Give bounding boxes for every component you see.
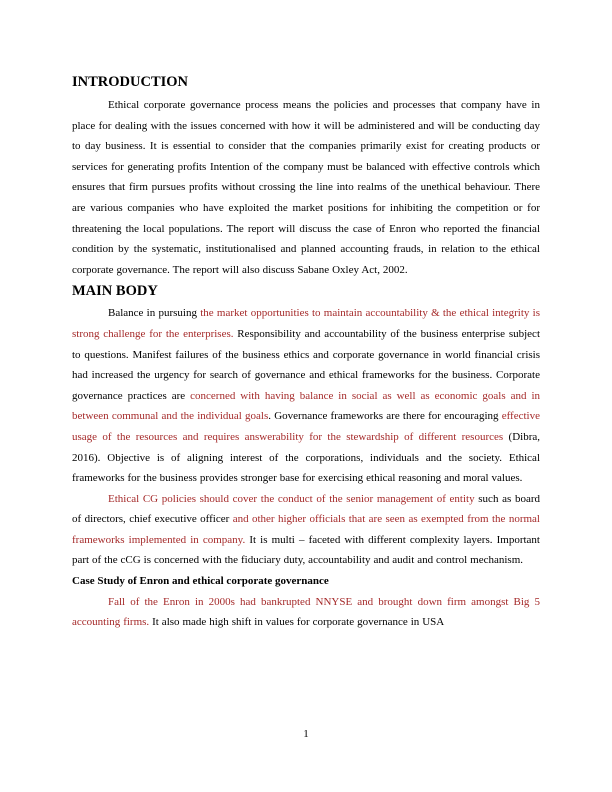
introduction-heading: INTRODUCTION <box>72 74 189 90</box>
highlighted-text-run: and other higher officials that are seen as exempted from the normal frameworks implemented in company. <box>72 513 540 546</box>
case-study-heading: Case Study of Enron and ethical corporate governance <box>72 575 329 588</box>
text-run: such as board of directors, chief executive officer <box>72 492 540 526</box>
highlighted-text-run: the market opportunities to maintain accountability & the ethical integrity is strong challenge for the enterprises. <box>72 307 540 340</box>
text-run: Balance in pursuing <box>108 307 201 320</box>
text-run: Responsibility and accountability of the business enterprise subject to questions. Manifest failures of the business ethics and corporate governance in world financial crisis had increased the urgency for search of governance and ethical frameworks for the business. Corporate governance practices are <box>72 327 540 402</box>
main-body-heading: MAIN BODY <box>72 283 158 300</box>
main-body-paragraph-2 <box>72 489 540 571</box>
text-run: It also made high shift in values for corporate governance in USA <box>149 616 445 629</box>
introduction-paragraph: Ethical corporate governance process means the policies and processes that company have in place for dealing with the issues concerned with how it will be administered and will be conducting day to day business. It is essential to consider that the companies primarily exist for creating products or services for generating profits Intention of the company must be balanced with effective controls which ensures that firm pursues profits without crossing the line into realms of the unethical behaviour. There are various companies who have exploited the market positions for inhibiting the competition or for threatening the local populations. The report will discuss the case of Enron who reported the financial condition by the systematic, institutionalised and planned accounting frauds, in relation to the ethical corporate governance. The report will also discuss Sabane Oxley Act, 2002. <box>72 99 540 276</box>
page-number: 1 <box>303 728 309 740</box>
text-run: It is multi – faceted with different complexity layers. Important part of the cCG is concerned with the fiduciary duty, accountability and audit and control mechanism. <box>72 533 540 567</box>
document-page <box>72 70 540 633</box>
highlighted-text-run: Ethical CG policies should cover the conduct of the senior management of entity <box>108 492 475 505</box>
main-body-paragraph-1 <box>72 303 540 488</box>
highlighted-text-run: concerned with having balance in social as well as economic goals and in between communal and the individual goals <box>72 389 540 423</box>
highlighted-text-run: Fall of the Enron in 2000s had bankrupted NNYSE and brought down firm amongst Big 5 accounting firms. <box>72 595 540 629</box>
text-run: . Governance frameworks are there for encouraging <box>268 410 502 423</box>
case-study-paragraph <box>72 592 540 633</box>
text-run: (Dibra, 2016). Objective is of aligning interest of the corporations, individuals and the society. Ethical frameworks for the business provides stronger base for exercising ethical reasoning and moral values. <box>72 430 540 485</box>
highlighted-text-run: effective usage of the resources and requires answerability for the stewardship of different resources <box>72 410 540 443</box>
